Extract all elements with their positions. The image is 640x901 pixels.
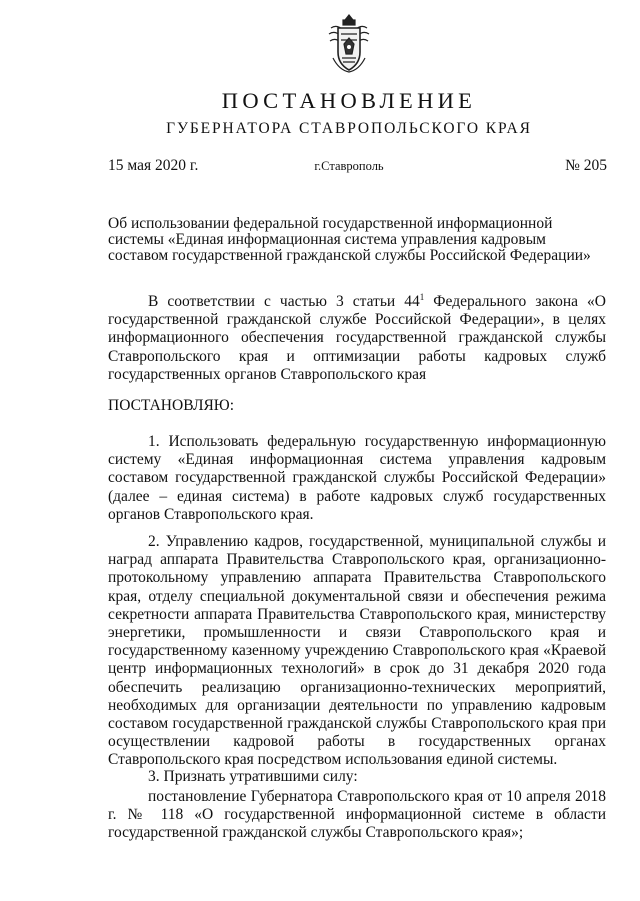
item-2-paragraph: 2. Управлению кадров, государственной, муниципальной службы и наград аппарата Правительства Ставропольского края, организационно-протокольному управлению аппарата Правительства Ставропольского края, отделу специальной документальной связи и обеспечения режима секретности аппарата Правительства Ставропольского края, министерству энергетики, промышленности и связи Ставропольского края и государственному казенному учреждению Ставропольского края «Краевой центр информационных технологий» в срок до 31 декабря 2020 года обеспечить реализацию организационно-технических мероприятий, необходимых для организации деятельности по управлению кадровым составом государственной гражданской службы Ставропольского края при осуществлении кадровой работы в государственных органах Ставропольского края посредством использования единой системы. (108, 533, 606, 769)
preamble-text-start: В соответствии с частью 3 статьи 44 (148, 293, 420, 310)
coat-of-arms-icon (327, 14, 371, 74)
item-3-heading: 3. Признать утратившими силу: (148, 768, 358, 785)
document-number: № 205 (565, 157, 607, 174)
document-subject: Об использовании федеральной государственной информационной системы «Единая информационная система управления кадровым составом государственной гражданской службы Российской Федерации» (108, 215, 591, 264)
document-issuer: ГУБЕРНАТОРА СТАВРОПОЛЬСКОГО КРАЯ (166, 120, 532, 137)
article-superscript: 1 (419, 291, 425, 302)
document-city: г.Ставрополь (314, 159, 384, 173)
preamble-paragraph (108, 293, 606, 384)
item-1-paragraph: 1. Использовать федеральную государственную информационную систему «Единая информационная система управления кадровым составом государственной гражданской службы Российской Федерации» (далее – единая система) в работе кадровых служб государственных органов Ставропольского края. (108, 433, 606, 523)
document-date: 15 мая 2020 г. (108, 157, 199, 174)
decree-word: ПОСТАНОВЛЯЮ: (108, 397, 235, 414)
document-title: ПОСТАНОВЛЕНИЕ (221, 88, 477, 113)
preamble-text-end: Федерального закона «О государственной гражданской службе Российской Федерации», в целях информационного обеспечения государственной гражданской службы Ставропольского края и оптимизации работы кадровых служб государственных органов Ставропольского края (108, 293, 606, 383)
item-3-sub-paragraph: постановление Губернатора Ставропольского края от 10 апреля 2018 г. № 118 «О государственной информационной системе в области государственной гражданской службы Ставропольского края»; (108, 788, 606, 842)
